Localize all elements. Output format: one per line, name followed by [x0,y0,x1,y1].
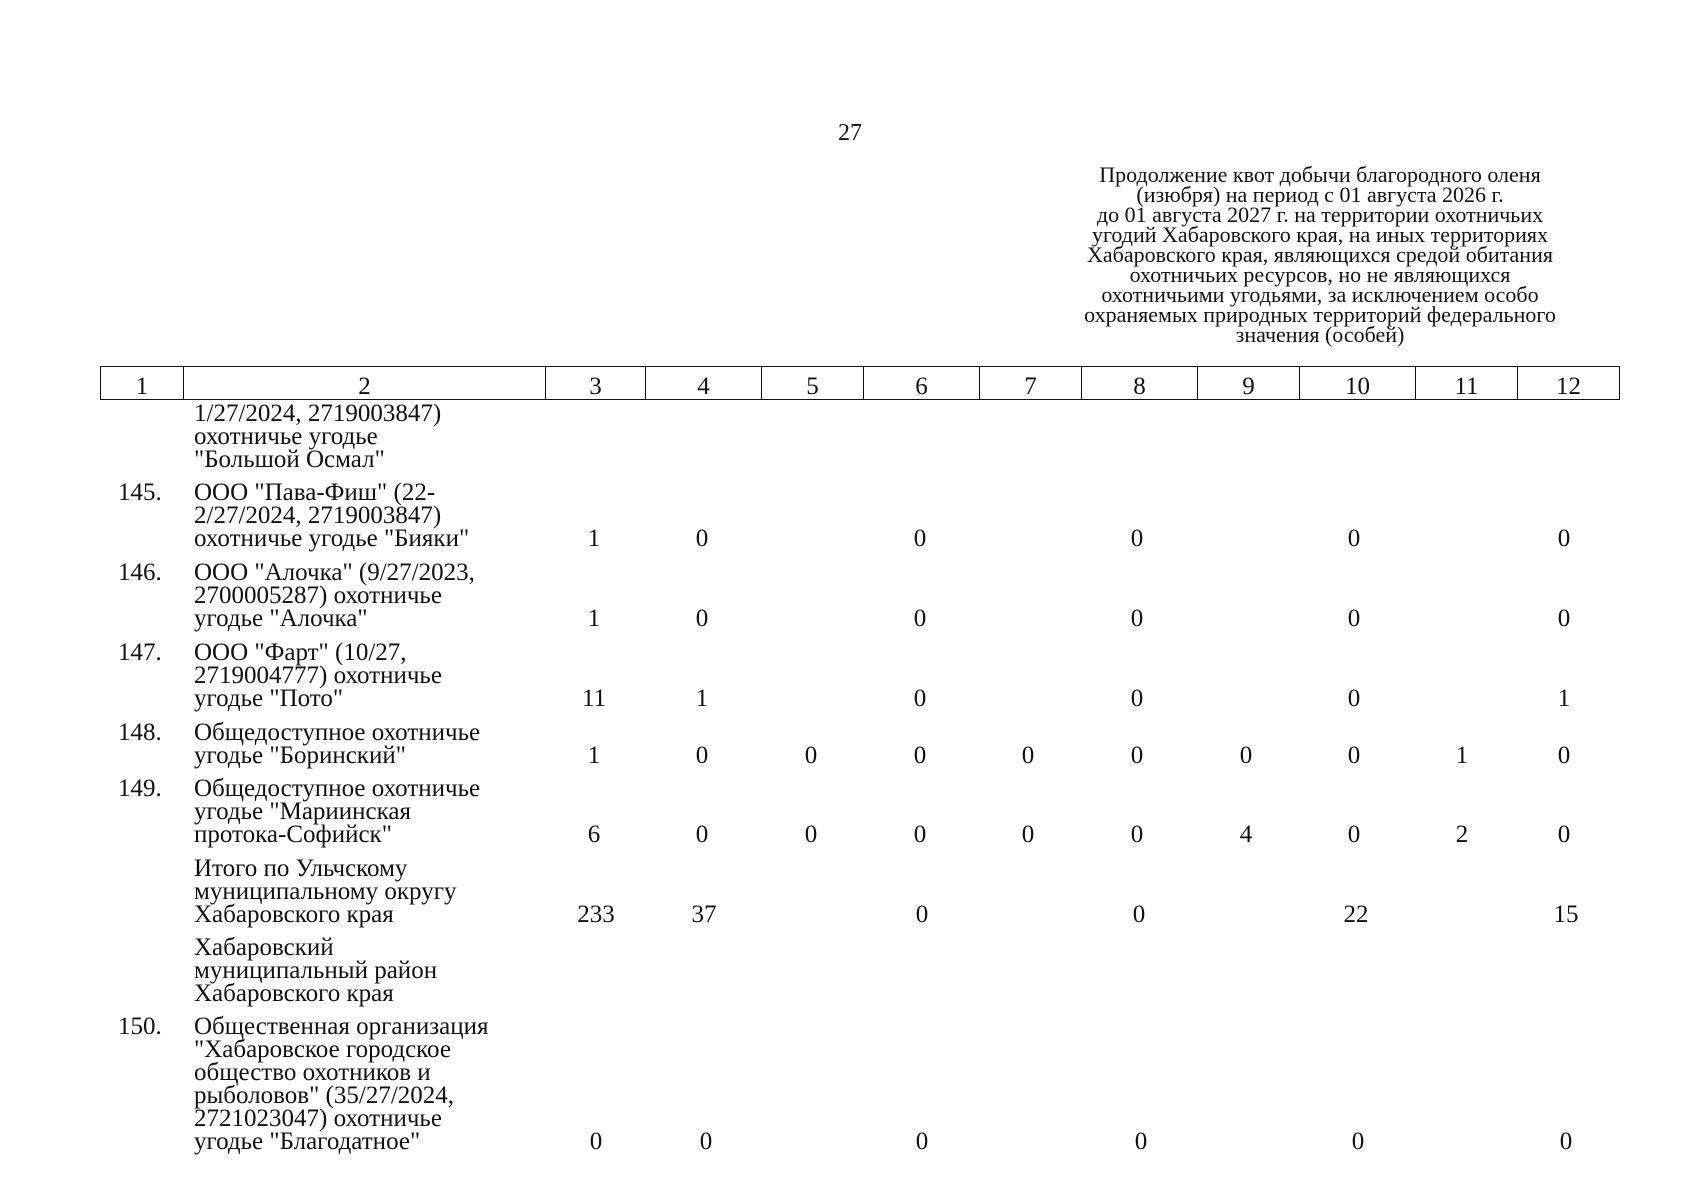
row-values [544,857,1604,926]
table-row-total [100,857,1604,926]
name-line: "Хабаровское городское [194,1036,451,1063]
cell-col-10: 0 [1347,525,1361,552]
name-line: ООО "Фарт" (10/27, [194,639,407,666]
column-header-6: 6 [863,367,979,399]
cell-col-5: 0 [804,742,818,769]
column-header-5: 5 [761,367,863,399]
name-line: 2700005287) охотничье [194,582,442,609]
cell-col-4: 0 [695,525,709,552]
row-values [544,481,1604,550]
name-line: угодье "Алочка" [194,605,368,632]
table-row [100,561,1604,630]
name-line: Общедоступное охотничье [194,775,481,802]
cell-col-8: 0 [1130,525,1144,552]
row-values [544,561,1604,630]
name-line: угодье "Пото" [194,685,344,712]
heading-line: (изюбря) на период с 01 августа 2026 г. [1136,182,1504,207]
row-name [182,721,544,767]
cell-col-5: 0 [804,821,818,848]
cell-col-3: 233 [577,901,615,928]
table-heading [1050,162,1590,347]
name-line: муниципальному округу [194,878,457,905]
column-header-10: 10 [1299,367,1415,399]
cell-col-3: 6 [587,821,601,848]
table-row [100,1015,1604,1153]
row-name [182,857,544,926]
name-line: 2/27/2024, 2719003847) [194,502,442,529]
cell-col-3: 1 [587,525,601,552]
cell-col-8: 0 [1130,685,1144,712]
cell-col-3: 11 [581,685,607,712]
name-line: 2721023047) охотничье [194,1105,442,1132]
cell-col-4: 0 [695,742,709,769]
page-number: 27 [838,120,862,146]
row-number: 148. [118,719,162,746]
cell-col-6: 0 [913,821,927,848]
cell-col-8: 0 [1130,742,1144,769]
heading-line: угодий Хабаровского края, на иных территориях [1091,222,1549,247]
row-name [182,481,544,550]
cell-col-11: 1 [1455,742,1469,769]
cell-col-10: 0 [1347,821,1361,848]
cell-col-12: 0 [1557,821,1571,848]
row-values [544,721,1604,767]
name-line: ООО "Пава-Фиш" (22- [194,479,436,506]
column-header-12: 12 [1517,367,1619,399]
cell-col-7: 0 [1021,821,1035,848]
cell-col-7: 0 [1021,742,1035,769]
table-row-section [100,936,544,1005]
cell-col-12: 0 [1559,1128,1573,1155]
cell-col-4: 37 [691,901,717,928]
heading-line: значения (особей) [1235,322,1405,347]
name-line: угодье "Благодатное" [194,1128,421,1155]
cell-col-4: 0 [699,1128,713,1155]
cell-col-6: 0 [913,605,927,632]
name-line: протока-Софийск" [194,821,392,848]
name-line: Хабаровский [194,934,334,961]
cell-col-12: 0 [1557,742,1571,769]
cell-col-4: 1 [695,685,709,712]
row-number: 145. [118,479,162,506]
name-line: Общедоступное охотничье [194,719,481,746]
table-row [100,721,1604,767]
heading-line: Хабаровского края, являющихся средой обитания [1087,242,1553,267]
cell-col-10: 0 [1347,685,1361,712]
row-name [182,641,544,710]
name-line: "Большой Осмал" [194,446,385,473]
cell-col-4: 0 [695,821,709,848]
table-row [100,481,1604,550]
row-number: 146. [118,559,162,586]
column-header-7: 7 [979,367,1081,399]
cell-col-3: 0 [589,1128,603,1155]
name-line: общество охотников и [194,1059,431,1086]
name-line: охотничье угодье [194,423,378,450]
name-line: Итого по Ульчскому [194,855,408,882]
cell-col-12: 0 [1557,525,1571,552]
heading-line: Продолжение квот добычи благородного оленя [1099,162,1541,187]
row-name [182,402,544,471]
name-line: Хабаровского края [194,980,394,1007]
cell-col-12: 1 [1557,685,1571,712]
column-header-11: 11 [1415,367,1517,399]
cell-col-10: 0 [1347,605,1361,632]
cell-col-3: 1 [587,742,601,769]
cell-col-8: 0 [1130,821,1144,848]
table-row [100,402,544,471]
column-header-8: 8 [1081,367,1197,399]
name-line: рыболовов" (35/27/2024, [194,1082,455,1109]
heading-line: до 01 августа 2027 г. на территории охотничьих [1096,202,1544,227]
table-row [100,777,1604,846]
name-line: муниципальный район [194,957,438,984]
cell-col-9: 4 [1239,821,1253,848]
cell-col-6: 0 [915,1128,929,1155]
cell-col-4: 0 [695,605,709,632]
name-line: угодье "Боринский" [194,742,406,769]
row-number: 150. [118,1013,162,1040]
table-row [100,641,1604,710]
cell-col-6: 0 [913,742,927,769]
name-line: Общественная организация [194,1013,489,1040]
cell-col-12: 0 [1557,605,1571,632]
column-header-1: 1 [135,373,149,399]
cell-col-8: 0 [1134,1128,1148,1155]
heading-line: охотничьих ресурсов, но не являющихся [1129,262,1511,287]
row-number: 149. [118,775,162,802]
cell-col-12: 15 [1553,901,1579,928]
row-number: 147. [118,639,162,666]
name-line: 1/27/2024, 2719003847) [194,400,442,427]
row-values [544,641,1604,710]
heading-line: охраняемых природных территорий федерального [1084,302,1556,327]
row-values [544,777,1604,846]
column-header-4: 4 [645,367,761,399]
cell-col-10: 22 [1343,901,1369,928]
cell-col-6: 0 [913,525,927,552]
cell-col-11: 2 [1455,821,1469,848]
cell-col-8: 0 [1130,605,1144,632]
row-name [182,1015,544,1153]
name-line: угодье "Мариинская [194,798,412,825]
row-number [100,857,182,926]
row-values [544,1015,1604,1153]
cell-col-6: 0 [913,685,927,712]
row-number [100,402,182,471]
name-line: ООО "Алочка" (9/27/2023, [194,559,475,586]
name-line: 2719004777) охотничье [194,662,442,689]
cell-col-10: 0 [1347,742,1361,769]
cell-col-9: 0 [1239,742,1253,769]
row-number [100,936,182,1005]
cell-col-3: 1 [587,605,601,632]
column-header-3: 3 [545,367,645,399]
column-header-9: 9 [1197,367,1299,399]
cell-col-8: 0 [1132,901,1146,928]
column-number-header [100,366,1620,400]
column-header-2: 2 [183,367,545,399]
heading-line: охотничьими угодьями, за исключением особо [1101,282,1539,307]
row-name [182,777,544,846]
name-line: Хабаровского края [194,901,394,928]
cell-col-6: 0 [915,901,929,928]
name-line: охотничье угодье "Бияки" [194,525,470,552]
cell-col-10: 0 [1351,1128,1365,1155]
row-name [182,936,544,1005]
row-name [182,561,544,630]
